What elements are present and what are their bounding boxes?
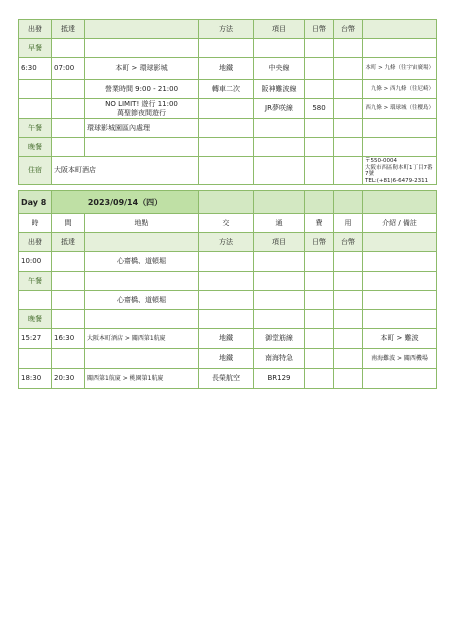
table-row (19, 80, 437, 99)
col-arrive: 抵達 (52, 20, 85, 39)
col-arrive: 抵達 (52, 233, 85, 252)
column-header-row (19, 233, 437, 252)
method-cell: 地鐵 (199, 58, 254, 80)
time-header-1: 時 (19, 214, 52, 233)
col-item: 項目 (254, 20, 305, 39)
col-item: 項目 (254, 233, 305, 252)
jpy-cell: 580 (305, 99, 334, 119)
breakfast-label: 早餐 (19, 39, 52, 58)
stay-label: 住宿 (19, 157, 52, 185)
note-cell: 九條 > 西九條（往尼崎） (363, 80, 437, 99)
parade-line: NO LIMIT! 遊行 11:00 (105, 99, 178, 108)
col-depart: 出發 (19, 20, 52, 39)
place-cell: 心齋橋、道頓堀 (85, 291, 199, 310)
method-cell: 地鐵 (199, 349, 254, 369)
col-note (363, 20, 437, 39)
col-depart: 出發 (19, 233, 52, 252)
day-label: Day 8 (19, 191, 52, 214)
table-row (19, 39, 437, 58)
cost-header-1: 費 (305, 214, 334, 233)
method-cell: 長榮航空 (199, 369, 254, 389)
method-cell: 轉車二次 (199, 80, 254, 99)
place-cell: 營業時間 9:00 - 21:00 (85, 80, 199, 99)
depart-time: 15:27 (19, 329, 52, 349)
col-method: 方法 (199, 233, 254, 252)
col-method: 方法 (199, 20, 254, 39)
day8-header-row (19, 191, 437, 214)
item-cell: 中央線 (254, 58, 305, 80)
dinner-label: 晚餐 (19, 138, 52, 157)
column-header-row (19, 20, 437, 39)
traffic-header-1: 交 (199, 214, 254, 233)
arrive-time: 20:30 (52, 369, 85, 389)
table-row (19, 99, 437, 119)
note-cell: 本町 > 九條（往宇宙廣場） (363, 58, 437, 80)
table-row (19, 369, 437, 389)
traffic-header-2: 通 (254, 214, 305, 233)
itinerary-page (18, 19, 436, 389)
hotel-address: 〒550-0004 大阪市西區靭本町1丁目7番7號 TEL:(+81)6-6479-2311 (363, 157, 437, 185)
table-row (19, 58, 437, 80)
item-cell: 南海特急 (254, 349, 305, 369)
time-header-2: 間 (52, 214, 85, 233)
place-cell: 關西第1航廈 > 桃園第1航廈 (85, 369, 199, 389)
table-row (19, 349, 437, 369)
depart-time: 6:30 (19, 58, 52, 80)
note-header: 介紹 / 備註 (363, 214, 437, 233)
place-cell: 大阪本町酒店 > 關西第1航廈 (85, 329, 199, 349)
itinerary-table (18, 19, 437, 389)
method-cell: 地鐵 (199, 329, 254, 349)
day-date: 2023/09/14（四） (52, 191, 199, 214)
item-cell: 御堂筋線 (254, 329, 305, 349)
arrive-time: 07:00 (52, 58, 85, 80)
col-jpy: 日幣 (305, 233, 334, 252)
depart-time: 18:30 (19, 369, 52, 389)
table-row (19, 329, 437, 349)
note-cell: 西九條 > 環球城（往櫻島） (363, 99, 437, 119)
hotel-name: 大阪本町酒店 (52, 157, 199, 185)
table-row (19, 157, 437, 185)
lunch-label: 午餐 (19, 272, 52, 291)
table-row (19, 252, 437, 272)
place-cell: 本町 > 環球影城 (85, 58, 199, 80)
flight-number: BR129 (254, 369, 305, 389)
col-note (363, 233, 437, 252)
item-cell: JR夢咲線 (254, 99, 305, 119)
col-place (85, 20, 199, 39)
table-row (19, 310, 437, 329)
place-cell: 環球影城園區內處理 (85, 119, 199, 138)
col-twd: 台幣 (334, 233, 363, 252)
item-cell: 阪神難波線 (254, 80, 305, 99)
table-row (19, 272, 437, 291)
arrive-time: 16:30 (52, 329, 85, 349)
place-header: 地點 (85, 214, 199, 233)
table-row (19, 291, 437, 310)
note-cell: 南海難波 > 關西機場 (363, 349, 437, 369)
dinner-label: 晚餐 (19, 310, 52, 329)
place-cell: 心齋橋、道頓堀 (85, 252, 199, 272)
lunch-label: 午餐 (19, 119, 52, 138)
table-row (19, 138, 437, 157)
day8-subheader-row (19, 214, 437, 233)
night-parade-line: 萬聖節夜間遊行 (117, 108, 166, 117)
col-place (85, 233, 199, 252)
place-cell (85, 99, 199, 119)
depart-time: 10:00 (19, 252, 52, 272)
cost-header-2: 用 (334, 214, 363, 233)
table-row (19, 119, 437, 138)
col-jpy: 日幣 (305, 20, 334, 39)
col-twd: 台幣 (334, 20, 363, 39)
note-cell: 本町 > 難波 (363, 329, 437, 349)
